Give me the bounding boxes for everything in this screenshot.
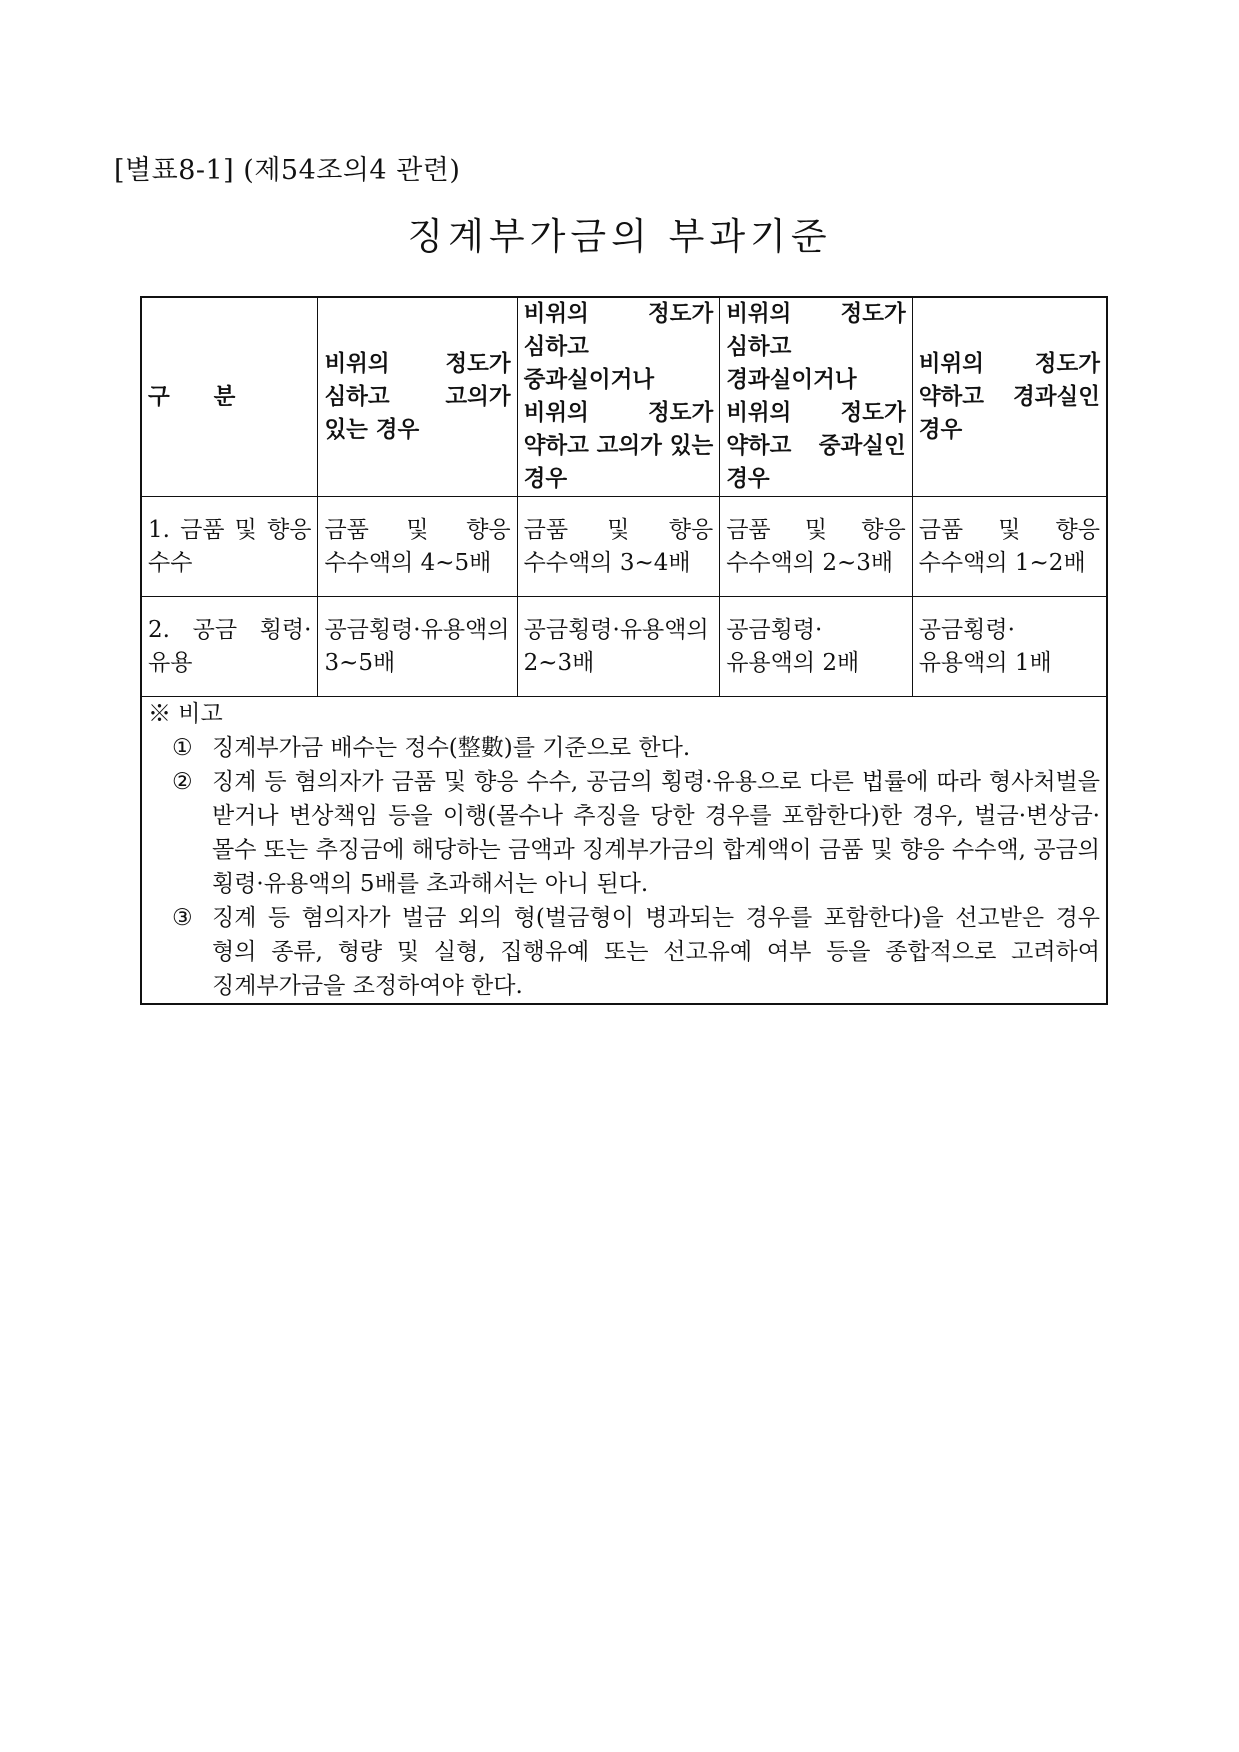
remark-note [148, 765, 1100, 901]
surcharge-criteria-table [140, 296, 1108, 1005]
remark-number: ③ [172, 905, 193, 931]
remark-text: 징계 등 혐의자가 벌금 외의 형(벌금형이 병과되는 경우를 포함한다)을 선고받은 경우 형의 종류, 형량 및 실형, 집행유예 또는 선고유예 여부 등을 종합적으로 고려하여 징계부가금을 조정하여야 한다. [212, 905, 1100, 999]
annex-reference: [별표8-1] (제54조의4 관련) [114, 155, 461, 186]
table-row [141, 497, 1107, 597]
remarks-cell [141, 697, 1107, 1005]
table-cell: 공금횡령·유용액의 2배 [720, 597, 913, 697]
header-severe-intentional: 비위의 정도가 심하고 고의가 있는 경우 [318, 297, 517, 497]
header-severe-minor-negligence: 비위의 정도가 심하고 경과실이거나 비위의 정도가 약하고 중과실인 경우 [720, 297, 913, 497]
remark-number: ① [172, 735, 193, 761]
remark-note [148, 901, 1100, 1003]
table-cell: 공금횡령·유용액의 2~3배 [517, 597, 720, 697]
document-title: 징계부가금의 부과기준 [407, 215, 832, 258]
table-cell: 금품 및 향응 수수액의 3~4배 [517, 497, 720, 597]
table-row [141, 597, 1107, 697]
remark-note [148, 731, 1100, 765]
row-category-embezzlement: 2. 공금 횡령· 유용 [141, 597, 318, 697]
header-category: 구 분 [141, 297, 318, 497]
header-mild-minor-negligence: 비위의 정도가 약하고 경과실인 경우 [912, 297, 1107, 497]
table-cell: 공금횡령·유용액의 3~5배 [318, 597, 517, 697]
table-header-row [141, 297, 1107, 497]
remarks-row [141, 697, 1107, 1005]
table-cell: 금품 및 향응 수수액의 1~2배 [912, 497, 1107, 597]
table-cell: 공금횡령·유용액의 1배 [912, 597, 1107, 697]
remarks-title: ※ 비고 [148, 701, 223, 727]
row-category-bribery: 1. 금품 및 향응 수수 [141, 497, 318, 597]
header-severe-gross-negligence: 비위의 정도가 심하고 중과실이거나 비위의 정도가 약하고 고의가 있는 경우 [517, 297, 720, 497]
remark-text: 징계부가금 배수는 정수(整數)를 기준으로 한다. [212, 735, 691, 761]
table-cell: 금품 및 향응 수수액의 4~5배 [318, 497, 517, 597]
remark-text: 징계 등 혐의자가 금품 및 향응 수수, 공금의 횡령·유용으로 다른 법률에 따라 형사처벌을 받거나 변상책임 등을 이행(몰수나 추징을 당한 경우를 포함한다)한 경우, 벌금·변상금·몰수 또는 추징금에 해당하는 금액과 징계부가금의 합계액이 금품 및 향응 수수액, 공금의 횡령·유용액의 5배를 초과해서는 아니 된다. [212, 769, 1100, 897]
table-cell: 금품 및 향응 수수액의 2~3배 [720, 497, 913, 597]
remark-number: ② [172, 769, 193, 795]
